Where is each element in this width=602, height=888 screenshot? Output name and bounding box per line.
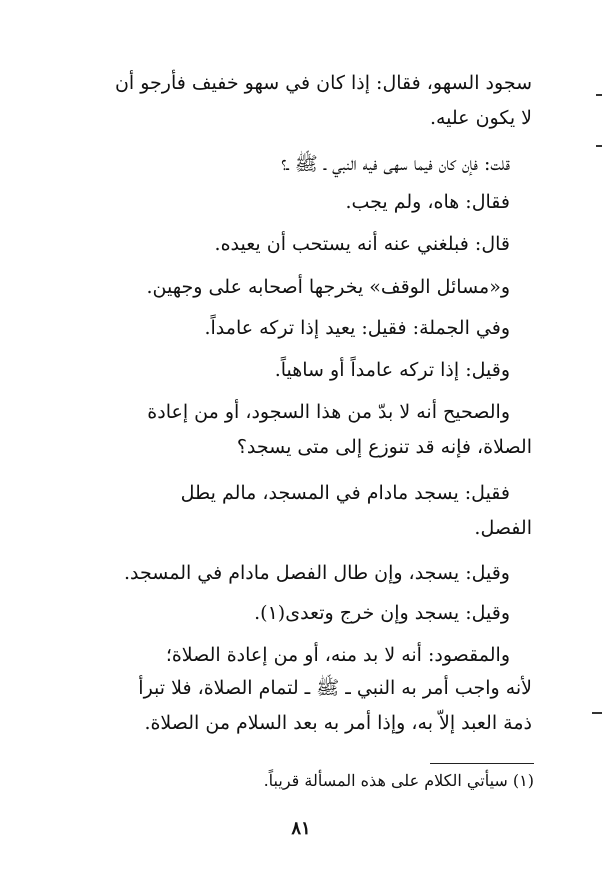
text-line: قلت: فإن كان فيما سهى فيه النبي ـ ﷺ ـ؟ [281, 153, 510, 175]
text-line: وقيل: إذا تركه عامداً أو ساهياً. [274, 359, 510, 381]
text-line: والصحيح أنه لا بدّ من هذا السجود، أو من إعادة [147, 401, 510, 423]
page-number: ٨١ [291, 818, 311, 839]
footnote: (١) سيأتي الكلام على هذه المسألة قريباً. [263, 771, 534, 790]
text-line: و«مسائل الوقف» يخرجها أصحابه على وجهين. [146, 276, 510, 298]
footnote-divider [430, 763, 534, 764]
text-line: لا يكون عليه. [429, 107, 532, 129]
page-edge-mark [592, 712, 602, 714]
text-line: قال: فبلغني عنه أنه يستحب أن يعيده. [214, 233, 510, 255]
text-line: لأنه واجب أمر به النبي ـ ﷺ ـ لتمام الصلاة، فلا تبرأ [138, 677, 532, 699]
text-line: الفصل. [474, 517, 532, 539]
text-line: وفي الجملة: فقيل: يعيد إذا تركه عامداً. [204, 317, 510, 339]
text-line: وقيل: يسجد وإن خرج وتعدى(١). [254, 602, 510, 624]
text-line: فقيل: يسجد مادام في المسجد، مالم يطل [180, 482, 510, 504]
text-line: فقال: هاه، ولم يجب. [345, 191, 510, 213]
text-line: سجود السهو، فقال: إذا كان في سهو خفيف فأرجو أن [114, 72, 532, 94]
page-edge-mark [596, 94, 602, 96]
text-line: وقيل: يسجد، وإن طال الفصل مادام في المسجد. [123, 562, 510, 584]
text-line: والمقصود: أنه لا بد منه، أو من إعادة الصلاة؛ [165, 644, 510, 666]
text-line: ذمة العبد إلاّ به، وإذا أمر به بعد السلام من الصلاة. [144, 712, 532, 734]
text-line: الصلاة، فإنه قد تنوزع إلى متى يسجد؟ [236, 436, 532, 458]
page-edge-mark [596, 145, 602, 147]
